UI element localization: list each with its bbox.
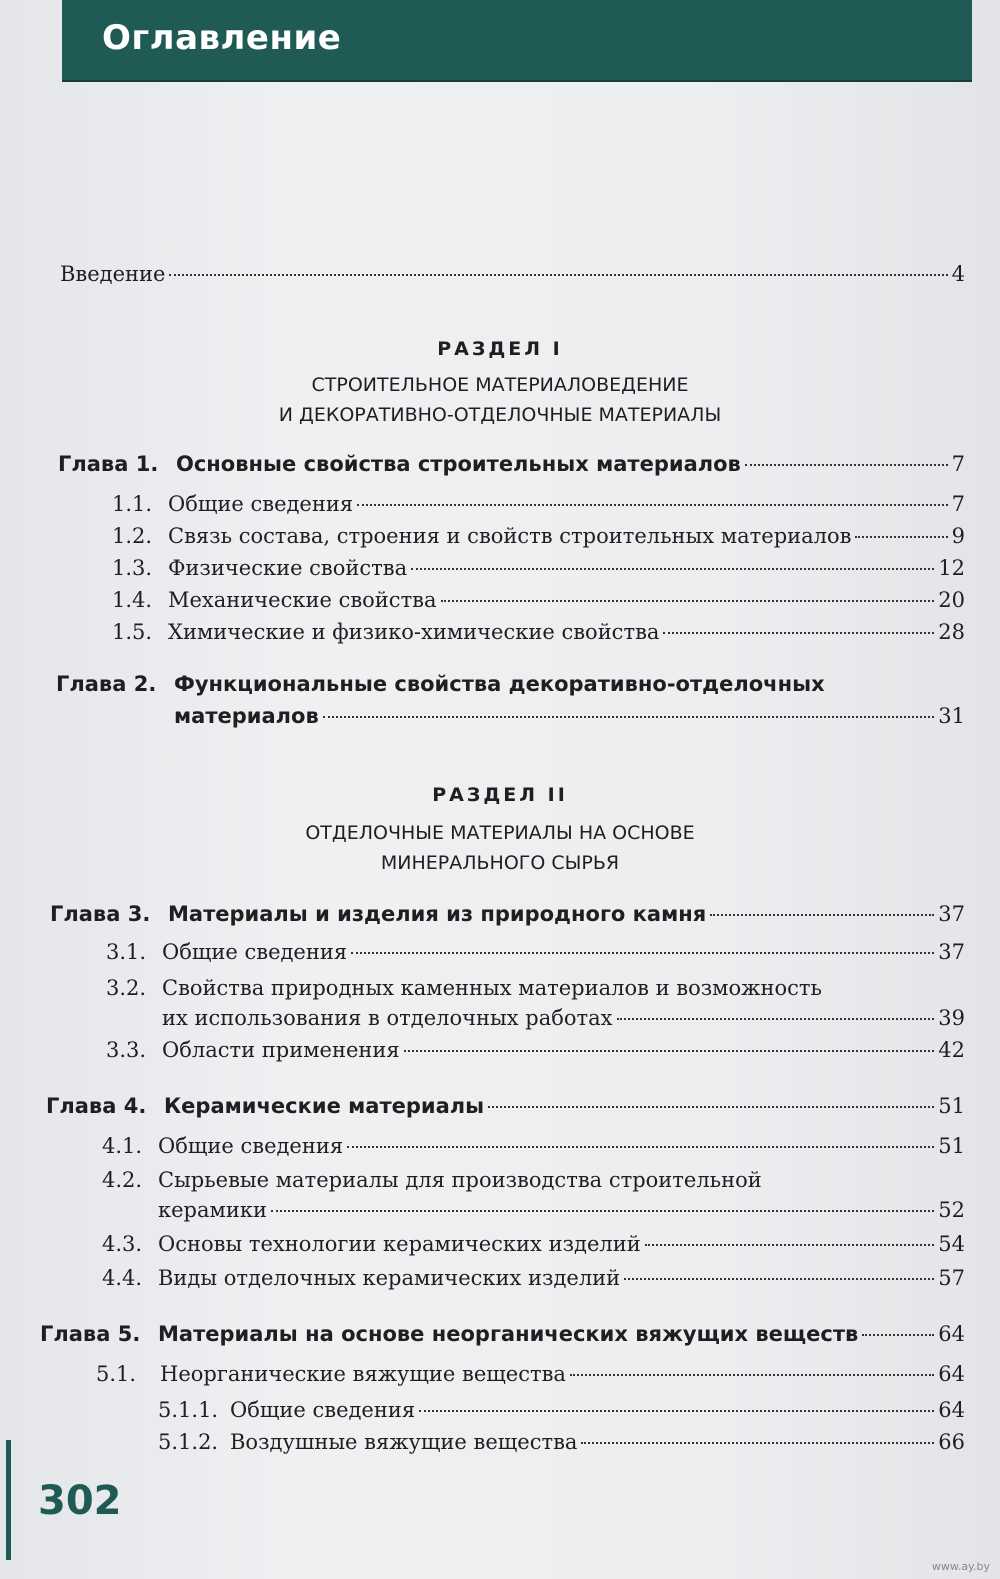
entry-title: Неорганические вяжущие вещества bbox=[160, 1362, 566, 1386]
entry-page: 64 bbox=[938, 1322, 965, 1346]
leader-dots bbox=[862, 1334, 934, 1336]
entry-number: 4.3. bbox=[102, 1232, 143, 1256]
toc-chapter-2-line1[interactable] bbox=[56, 672, 965, 696]
toc-entry-1-2[interactable] bbox=[112, 524, 965, 548]
toc-entry-3-1[interactable] bbox=[106, 940, 965, 964]
leader-dots bbox=[645, 1244, 935, 1246]
entry-page: 28 bbox=[938, 620, 965, 644]
entry-page: 51 bbox=[938, 1134, 965, 1158]
leader-dots bbox=[624, 1278, 934, 1280]
section-title-line2: И ДЕКОРАТИВНО-ОТДЕЛОЧНЫЕ МАТЕРИАЛЫ bbox=[278, 404, 722, 426]
toc-entry-4-1[interactable] bbox=[102, 1134, 965, 1158]
entry-page: 37 bbox=[938, 902, 965, 926]
entry-title: Виды отделочных керамических изделий bbox=[158, 1266, 621, 1290]
entry-title-cont: их использования в отделочных работах bbox=[162, 1006, 613, 1030]
leader-dots bbox=[411, 568, 934, 570]
leader-dots bbox=[441, 600, 935, 602]
leader-dots bbox=[663, 632, 934, 634]
leader-dots bbox=[351, 952, 934, 954]
entry-title: Свойства природных каменных материалов и возможность bbox=[162, 976, 822, 1000]
leader-dots bbox=[710, 914, 934, 916]
entry-page: 57 bbox=[938, 1266, 965, 1290]
leader-dots bbox=[271, 1210, 934, 1212]
chapter-title: Керамические материалы bbox=[164, 1094, 485, 1118]
entry-page: 20 bbox=[938, 588, 965, 612]
entry-number: 5.1. bbox=[96, 1362, 137, 1386]
chapter-title-cont: материалов bbox=[174, 704, 319, 728]
entry-title: Общие сведения bbox=[158, 1134, 344, 1158]
entry-page: 39 bbox=[938, 1006, 965, 1030]
page-title: Оглавление bbox=[102, 18, 342, 58]
entry-number: 5.1.1. bbox=[158, 1398, 219, 1422]
entry-page: 7 bbox=[951, 452, 965, 476]
toc-entry-3-3[interactable] bbox=[106, 1038, 965, 1062]
toc-entry-1-4[interactable] bbox=[112, 588, 965, 612]
entry-number: 4.2. bbox=[102, 1168, 143, 1192]
leader-dots bbox=[169, 274, 947, 276]
leader-dots bbox=[581, 1442, 934, 1444]
toc-chapter-3[interactable] bbox=[50, 902, 965, 926]
toc-chapter-2-line2[interactable] bbox=[174, 704, 965, 728]
section-title-line1: СТРОИТЕЛЬНОЕ МАТЕРИАЛОВЕДЕНИЕ bbox=[311, 374, 689, 396]
chapter-title: Функциональные свойства декоративно-отделочных bbox=[174, 672, 825, 696]
entry-title: Химические и физико-химические свойства bbox=[168, 620, 660, 644]
entry-title: Механические свойства bbox=[168, 588, 437, 612]
chapter-title: Основные свойства строительных материалов bbox=[176, 452, 741, 476]
entry-number: 3.3. bbox=[106, 1038, 147, 1062]
entry-number: 3.1. bbox=[106, 940, 147, 964]
leader-dots bbox=[404, 1050, 935, 1052]
entry-page: 52 bbox=[938, 1198, 965, 1222]
chapter-title: Материалы на основе неорганических вяжущих веществ bbox=[158, 1322, 859, 1346]
entry-title: Области применения bbox=[162, 1038, 400, 1062]
leader-dots bbox=[419, 1410, 934, 1412]
entry-title: Общие сведения bbox=[162, 940, 348, 964]
toc-entry-5-1-1[interactable] bbox=[158, 1398, 965, 1422]
chapter-number: Глава 3. bbox=[50, 902, 151, 926]
entry-title-cont: керамики bbox=[158, 1198, 267, 1222]
toc-entry-4-4[interactable] bbox=[102, 1266, 965, 1290]
section-title-line2: МИНЕРАЛЬНОГО СЫРЬЯ bbox=[380, 852, 620, 874]
toc-entry-4-2-line2[interactable] bbox=[158, 1198, 965, 1222]
leader-dots bbox=[617, 1018, 935, 1020]
page-margin-rule bbox=[6, 1440, 11, 1560]
entry-title: Основы технологии керамических изделий bbox=[158, 1232, 641, 1256]
entry-title: Введение bbox=[60, 262, 166, 286]
entry-title: Сырьевые материалы для производства строительной bbox=[158, 1168, 762, 1192]
toc-chapter-1[interactable] bbox=[58, 452, 965, 476]
leader-dots bbox=[855, 536, 947, 538]
entry-title: Воздушные вяжущие вещества bbox=[230, 1430, 578, 1454]
entry-number: 1.2. bbox=[112, 524, 153, 548]
watermark: www.ay.by bbox=[931, 1560, 990, 1573]
entry-page: 37 bbox=[938, 940, 965, 964]
leader-dots bbox=[488, 1106, 934, 1108]
chapter-number: Глава 2. bbox=[56, 672, 157, 696]
toc-entry-3-2-line1[interactable] bbox=[106, 976, 965, 1000]
chapter-title: Материалы и изделия из природного камня bbox=[168, 902, 707, 926]
leader-dots bbox=[357, 504, 948, 506]
toc-entry-intro[interactable] bbox=[60, 262, 965, 286]
toc-entry-3-2-line2[interactable] bbox=[162, 1006, 965, 1030]
toc-chapter-5[interactable] bbox=[40, 1322, 965, 1346]
entry-page: 31 bbox=[938, 704, 965, 728]
leader-dots bbox=[570, 1374, 934, 1376]
toc-entry-1-5[interactable] bbox=[112, 620, 965, 644]
entry-number: 1.3. bbox=[112, 556, 153, 580]
section-title-line1: ОТДЕЛОЧНЫЕ МАТЕРИАЛЫ НА ОСНОВЕ bbox=[305, 822, 695, 844]
entry-page: 4 bbox=[951, 262, 965, 286]
entry-page: 9 bbox=[951, 524, 965, 548]
entry-number: 5.1.2. bbox=[158, 1430, 219, 1454]
entry-number: 3.2. bbox=[106, 976, 147, 1000]
entry-page: 7 bbox=[951, 492, 965, 516]
entry-page: 64 bbox=[938, 1398, 965, 1422]
entry-page: 66 bbox=[938, 1430, 965, 1454]
toc-entry-1-1[interactable] bbox=[112, 492, 965, 516]
toc-entry-4-2-line1[interactable] bbox=[102, 1168, 965, 1192]
entry-page: 12 bbox=[938, 556, 965, 580]
entry-number: 1.5. bbox=[112, 620, 153, 644]
toc-entry-5-1-2[interactable] bbox=[158, 1430, 965, 1454]
chapter-number: Глава 1. bbox=[58, 452, 159, 476]
entry-title: Общие сведения bbox=[168, 492, 354, 516]
section-label: РАЗДЕЛ II bbox=[432, 784, 568, 806]
entry-title: Связь состава, строения и свойств строительных материалов bbox=[168, 524, 852, 548]
toc-chapter-4[interactable] bbox=[46, 1094, 965, 1118]
leader-dots bbox=[347, 1146, 934, 1148]
leader-dots bbox=[745, 464, 948, 466]
entry-title: Общие сведения bbox=[230, 1398, 416, 1422]
entry-title: Физические свойства bbox=[168, 556, 408, 580]
entry-number: 4.4. bbox=[102, 1266, 143, 1290]
entry-page: 54 bbox=[938, 1232, 965, 1256]
entry-page: 64 bbox=[938, 1362, 965, 1386]
leader-dots bbox=[323, 716, 935, 718]
toc-entry-4-3[interactable] bbox=[102, 1232, 965, 1256]
page-number: 302 bbox=[38, 1478, 122, 1524]
entry-number: 1.1. bbox=[112, 492, 153, 516]
entry-number: 4.1. bbox=[102, 1134, 143, 1158]
chapter-number: Глава 5. bbox=[40, 1322, 141, 1346]
chapter-number: Глава 4. bbox=[46, 1094, 147, 1118]
entry-number: 1.4. bbox=[112, 588, 153, 612]
section-label: РАЗДЕЛ I bbox=[437, 338, 563, 360]
toc-entry-1-3[interactable] bbox=[112, 556, 965, 580]
toc-entry-5-1[interactable] bbox=[96, 1362, 965, 1386]
entry-page: 51 bbox=[938, 1094, 965, 1118]
entry-page: 42 bbox=[938, 1038, 965, 1062]
